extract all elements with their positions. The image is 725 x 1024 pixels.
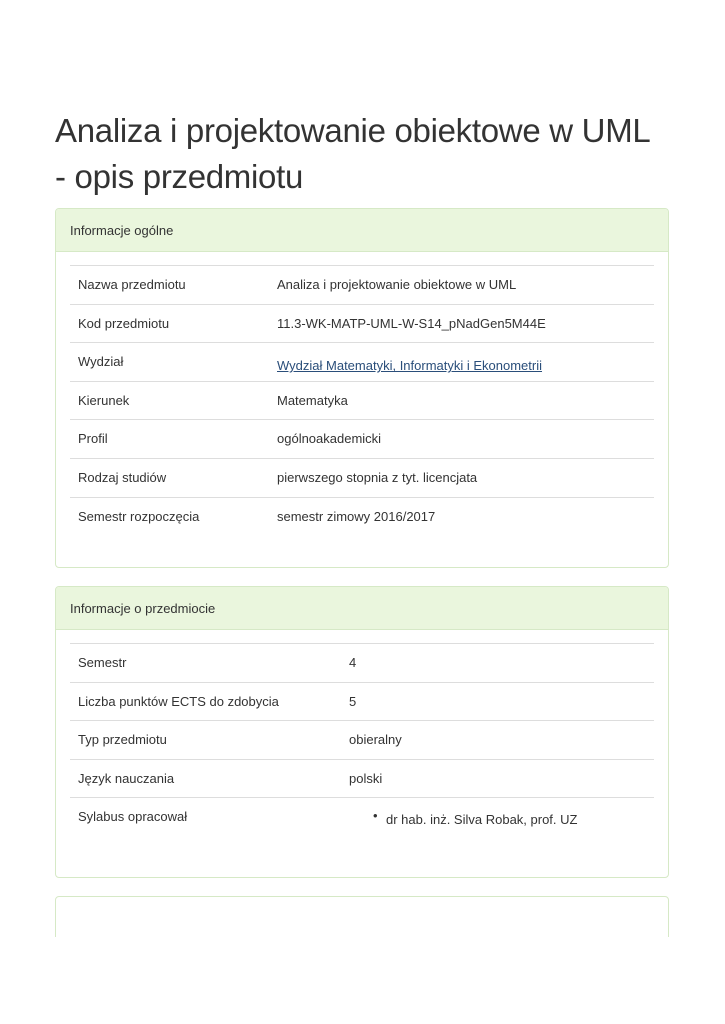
faculty-link[interactable]: Wydział Matematyki, Informatyki i Ekonometrii [277,358,543,374]
row-label: Profil [78,431,108,447]
row-value: obieralny [349,732,402,748]
row-value [341,798,654,837]
row-label: Wydział [78,354,124,370]
page-bottom-margin [0,937,725,1024]
general-info-body [56,252,668,536]
row-label: Rodzaj studiów [78,469,167,485]
general-info-table [70,265,654,536]
author-list [349,808,646,828]
table-row [70,304,654,343]
table-row [70,798,654,837]
table-row [70,759,654,798]
row-label: Kod przedmiotu [78,315,170,331]
course-info-panel [55,586,669,878]
row-value: polski [349,770,383,786]
general-info-heading: Informacje ogólne [56,209,668,252]
row-value: ogólnoakademicki [277,431,382,447]
row-value: Analiza i projektowanie obiektowe w UML [277,277,517,292]
table-row [70,497,654,536]
table-row [70,381,654,420]
row-label: Język nauczania [78,770,175,786]
table-row [70,266,654,305]
row-value: Matematyka [277,392,348,408]
row-label: Typ przedmiotu [78,732,167,748]
row-value: pierwszego stopnia z tyt. licencjata [277,469,478,485]
course-info-heading: Informacje o przedmiocie [56,587,668,630]
row-value: semestr zimowy 2016/2017 [277,508,436,524]
row-value: 11.3-WK-MATP-UML-W-S14_pNadGen5M44E [277,315,546,331]
author-name: dr hab. inż. Silva Robak, prof. UZ [386,812,578,828]
table-row [70,721,654,760]
row-label: Nazwa przedmiotu [78,277,186,292]
table-row [70,682,654,721]
page-title: Analiza i projektowanie obiektowe w UML - opis przedmiotu [55,112,650,195]
row-label: Liczba punktów ECTS do zdobycia [78,693,279,709]
table-row [70,644,654,683]
row-value: 5 [349,693,357,709]
list-item [373,808,646,828]
row-value: 4 [349,655,357,670]
table-row [70,458,654,497]
course-info-table [70,643,654,836]
row-label: Kierunek [78,392,130,408]
bullet-icon: • [373,808,378,824]
table-row [70,343,654,382]
row-label: Semestr [78,655,127,670]
course-info-body [56,630,668,836]
row-label: Semestr rozpoczęcia [78,508,200,524]
row-value [269,343,654,382]
table-row [70,420,654,459]
row-label: Sylabus opracował [78,809,188,825]
general-info-panel [55,208,669,568]
